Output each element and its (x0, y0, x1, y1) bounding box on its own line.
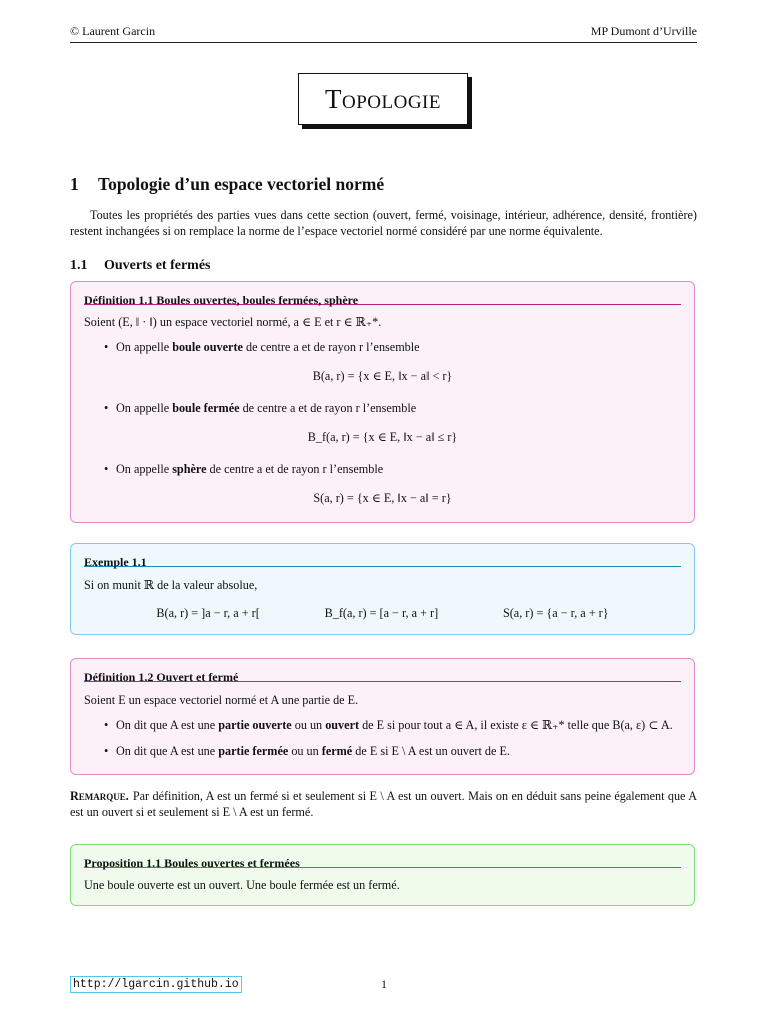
formula-closed-ball: B_f(a, r) = {x ∈ E, ‖x − a‖ ≤ r} (307, 430, 458, 444)
definition-1-item-sphere (84, 461, 681, 477)
item-text: On dit que A est une (116, 718, 219, 732)
section-heading (70, 174, 384, 195)
definition-1-intro: Soient (E, ‖ · ‖) un espace vectoriel normé, a ∈ E et r ∈ ℝ₊*. (84, 315, 382, 329)
remark-text: Par définition, A est un fermé si et seulement si E \ A est un ouvert. Mais on en déduit sans peine également que A est un ouvert si et seulement si E \ A est un fermé. (70, 789, 697, 819)
term-closed-ball: boule fermée (172, 401, 240, 415)
bullet-icon: • (104, 744, 109, 758)
bullet-icon: • (104, 401, 109, 415)
item-text: On appelle (116, 340, 173, 354)
item-text: de centre a et de rayon r l’ensemble (206, 462, 384, 476)
example-formula-sphere: S(a, r) = {a − r, a + r} (502, 606, 609, 620)
example-1-heading: Exemple 1.1 (84, 544, 681, 567)
remark-label: Remarque. (70, 789, 129, 803)
term-open-part: partie ouverte (218, 718, 292, 732)
definition-box-1 (70, 281, 695, 523)
formula-sphere: S(a, r) = {x ∈ E, ‖x − a‖ = r} (313, 491, 452, 505)
subsection-title: Ouverts et fermés (104, 258, 211, 273)
section-title: Topologie d’un espace vectoriel normé (98, 174, 385, 194)
definition-2-item-closed (84, 743, 681, 759)
term-sphere: sphère (172, 462, 207, 476)
item-text: de E si pour tout a ∈ A, il existe ε ∈ ℝ₊* telle que B(a, ε) ⊂ A. (359, 718, 673, 732)
definition-1-item-open-ball (84, 339, 681, 355)
example-box-1 (70, 543, 695, 635)
item-text: de centre a et de rayon r l’ensemble (242, 340, 420, 354)
term-closed-part: partie fermée (218, 744, 289, 758)
definition-box-2 (70, 658, 695, 775)
proposition-box-1 (70, 844, 695, 906)
item-text: de centre a et de rayon r l’ensemble (239, 401, 417, 415)
footer-website-link[interactable]: http://lgarcin.github.io (70, 976, 242, 993)
bullet-icon: • (104, 462, 109, 476)
item-text: On appelle (116, 401, 173, 415)
intro-paragraph: Toutes les propriétés des parties vues dans cette section (ouvert, fermé, voisinage, intérieur, adhérence, densité, frontière) restent inchangées si on remplace la norme de l’espace vectoriel normé considéré par une norme équivalente. (70, 208, 697, 238)
proposition-1-text: Une boule ouverte est un ouvert. Une boule fermée est un fermé. (84, 878, 400, 892)
definition-1-item-closed-ball (84, 400, 681, 416)
definition-2-item-open (84, 717, 681, 733)
document-title (298, 73, 468, 125)
term-closed: fermé (321, 744, 353, 758)
item-text: On appelle (116, 462, 173, 476)
section-number: 1 (70, 174, 79, 194)
item-text: ou un (291, 718, 326, 732)
proposition-1-heading: Proposition 1.1 Boules ouvertes et fermées (84, 845, 681, 868)
bullet-icon: • (104, 340, 109, 354)
item-text: On dit que A est une (116, 744, 219, 758)
example-1-text: Si on munit ℝ de la valeur absolue, (84, 578, 258, 592)
remark-paragraph (70, 788, 697, 820)
header-school: MP Dumont d’Urville (590, 24, 697, 38)
example-formula-open: B(a, r) = ]a − r, a + r[ (156, 606, 260, 620)
page-number: 1 (381, 977, 387, 991)
term-open-ball: boule ouverte (172, 340, 243, 354)
subsection-heading (70, 258, 211, 274)
example-1-formulas (84, 605, 681, 621)
header-author: © Laurent Garcin (70, 24, 156, 38)
item-text: ou un (288, 744, 322, 758)
definition-2-intro: Soient E un espace vectoriel normé et A une partie de E. (84, 693, 359, 707)
item-text: de E si E \ A est un ouvert de E. (352, 744, 510, 758)
bullet-icon: • (104, 718, 109, 732)
example-formula-closed: B_f(a, r) = [a − r, a + r] (324, 606, 439, 620)
document-title-text: Topologie (325, 83, 441, 114)
definition-2-heading: Définition 1.2 Ouvert et fermé (84, 659, 681, 682)
page-header (70, 24, 697, 43)
subsection-number: 1.1 (70, 258, 88, 273)
term-open: ouvert (325, 718, 360, 732)
definition-1-heading: Définition 1.1 Boules ouvertes, boules fermées, sphère (84, 282, 681, 305)
formula-open-ball: B(a, r) = {x ∈ E, ‖x − a‖ < r} (312, 369, 453, 383)
